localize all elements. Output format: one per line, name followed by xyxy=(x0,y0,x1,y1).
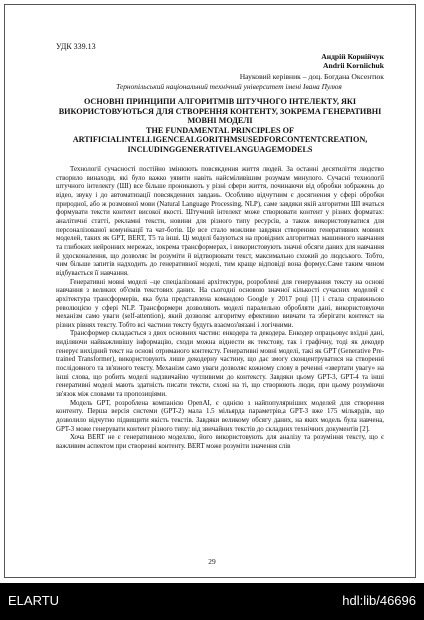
title-en-line-2: ARTIFICIALINTELLIGENCEALGORITHMSUSEDFORCONTENTCREATION, xyxy=(72,135,368,145)
article-body xyxy=(56,166,384,452)
repository-name: ELARTU xyxy=(8,593,60,608)
affiliation-line: Тернопільський національний технічний університет імені Івана Пулюя xyxy=(116,82,342,91)
paragraph-1: Технології сучасності постійно змінюють повсякдення життя людей. За останні десятиліття людство створило винаходи, які було важко уявити навіть найсміливішим розумам минулого. Сучасні технології штучного інтелекту (ШІ) все більше проникають у різні сфери життя, починаючи від обробки зображень до відео, звуку і до автоматизації повсякденних завдань. Особливо відчутним є досягнення у сфері обробки природної, або ж розмовної мови (Natural Language Processing, NLP), саме завдяки якій алгоритми ШІ вчаться формувати тексти контент високої якості. Штучний інтелект може створювати контент у різних форматах: аналітичні статті, рекламні тексти, новини для різного типу ресурсів, а також використовуватися для персоналізованої комунікації та чат-ботів. Це все стало можливе завдяки створенню генеративних мовних моделей, таких як GPT, BERT, T5 та інші. Ці моделі базуються на провідних алгоритмах машинного навчання та глибоких нейронних мережах, зокрема трансформерах, і використовують значні обсяги даних для навчання й удосконалення, що дозволяє їм розуміти й відтворювати текст, максимально схожий до людського. Тобто, чим більше запитів надходить до генеративної моделі, тим краще відповіді вона формує.Саме таким чином відбувається її навчання. xyxy=(56,166,384,277)
paragraph-2: Генеративні мовні моделі –це спеціалізовані архітектури, розроблені для генерування тексту на основі навчання з великих об'ємів текстових даних. На сьогодні основою значної кількості сучасних моделей є архітектура трансформерів, яка була представлена командою Google у 2017 році [1] і стала справжньою революцією у сфері NLP. Трансформери дозволяють моделі паралельно обробляти дані, використовуючи механізм само уваги (self-attention), який дозволяє алгоритму ефективно вивчати та зберігати контекст на різних рівнях тексту. Тобто всі частини тексту будуть взаємоз'вязані і логічними. xyxy=(56,278,384,329)
author-name-uk: Андрій Корнійчук xyxy=(321,52,384,61)
title-en-line-3: INCLUDINGGENERATIVELANGUAGEMODELS xyxy=(127,144,313,154)
footer-bar xyxy=(0,583,424,620)
author-block xyxy=(184,52,384,70)
supervisor-line: Науковий керівник – доц. Богдана Оксентюк xyxy=(239,72,384,81)
paragraph-3: Трансформер складається з двох основних частин: енкодера та декодера. Енкодер опрацьовує вхідні дані, виділяючи найважливішу інформацію, сходи можна віднести як текстову, так і графічну, тоді як декодер генерує вихідний текст на основі отриманого контексту. Генеративні мовні моделі, такі як GPT (Generative Pre-trained Transformer), використовують лише декодерну частину, що дає змогу сконцентруватися на створенні послідовного та зв'язного тексту. Механізм само уваги дозволяє кожному слову в реченні «звертати увагу» на інші слова, що робить моделі надзвичайно чутливими до контексту. Завдяки цьому GPT-3, GPT-4 та інші генеративні моделі мають здатність писати тексти, схожі на ті, що створюють люди, при цьому розуміючи зв'язок між словами та пропозиціями. xyxy=(56,330,384,399)
title-en-line-1: THE FUNDAMENTAL PRINCIPLES OF xyxy=(146,125,294,135)
paragraph-5: Хоча BERT не є генеративною моделлю, його використовують для аналізу та розуміння тексту, що є важливим аспектом при створенні контенту. BERT може розуміти значення слів xyxy=(56,434,384,450)
article-title xyxy=(56,97,384,155)
title-uk-line-2: ВИКОРИСТОВУЮТЬСЯ ДЛЯ СТВОРЕННЯ КОНТЕНТУ, ЗОКРЕМА ГЕНЕРАТИВНІ xyxy=(58,106,382,116)
paragraph-4: Модель GPT, розроблена компанією OpenAI, є однією з найпопулярніших моделей для створення контенту. Перша версія системи (GPT-2) мала 1.5 мільярда параметрів,а GPT-3 вже 175 мільярдів, що дозволило відчутно підвищити якість текстів. Завдяки великому обсягу даних, на яких модель була навчена, GPT-3 може генерувати контент різного типу: від звичайних текстів до складних технічних документів [2]. xyxy=(56,399,384,433)
udc-code: УДК 339.13 xyxy=(56,42,96,51)
handle-id: hdl:lib/46696 xyxy=(342,593,416,608)
title-uk-line-1: ОСНОВНІ ПРИНЦИПИ АЛГОРИТМІВ ШТУЧНОГО ІНТЕЛЕКТУ, ЯКІ xyxy=(83,97,357,106)
page-number: 29 xyxy=(208,557,216,566)
author-name-en: Andrii Korniichuk xyxy=(323,61,384,70)
title-uk-line-3: МОВНІ МОДЕЛІ xyxy=(187,116,253,126)
